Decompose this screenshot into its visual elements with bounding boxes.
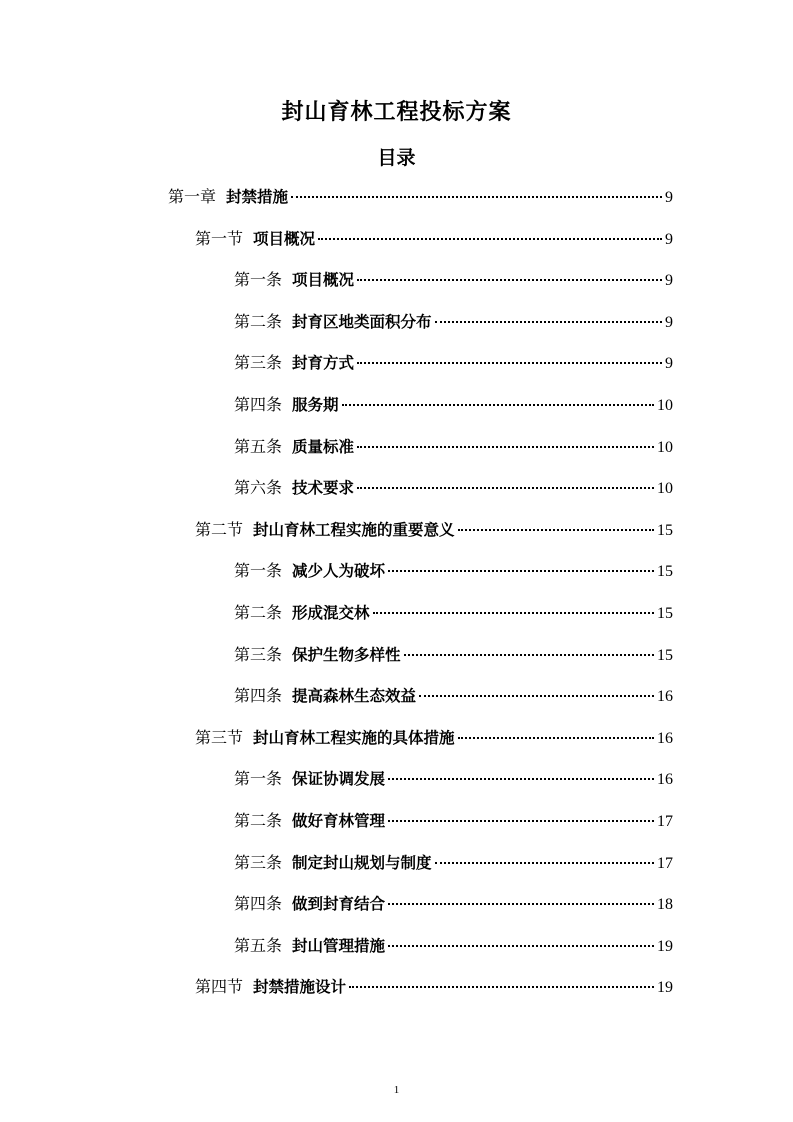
toc-entry-title: 提高森林生态效益: [292, 687, 417, 706]
toc-entry-article[interactable]: [0, 265, 793, 307]
toc-entry-title: 保证协调发展: [292, 770, 386, 789]
toc-entry-page: 9: [665, 230, 673, 248]
toc-entry-article[interactable]: [0, 598, 793, 640]
toc-dot-leader: [357, 279, 662, 281]
toc-entry-number: 第一节: [195, 228, 244, 248]
toc-entry-article[interactable]: [0, 473, 793, 515]
toc-entry-page: 19: [657, 937, 673, 955]
toc-entry-number: 第二节: [195, 519, 244, 539]
toc-entry-number: 第三条: [234, 852, 283, 872]
toc-entry-section[interactable]: [0, 723, 793, 765]
toc-entry-number: 第五条: [234, 935, 283, 955]
toc-entry-article[interactable]: [0, 681, 793, 723]
toc-entry-article[interactable]: [0, 889, 793, 931]
toc-entry-title: 形成混交林: [292, 603, 370, 622]
toc-entry-number: 第五条: [234, 436, 283, 456]
toc-dot-leader: [388, 570, 654, 572]
toc-entry-page: 16: [657, 688, 673, 706]
toc-entry-number: 第四节: [195, 977, 244, 997]
toc-entry-number: 第一条: [234, 561, 283, 581]
toc-dot-leader: [291, 196, 662, 198]
toc-entry-page: 9: [665, 189, 673, 206]
toc-entry-page: 9: [665, 272, 673, 290]
toc-entry-article[interactable]: [0, 556, 793, 598]
toc-entry-page: 19: [657, 979, 673, 997]
toc-entry-title: 项目概况: [292, 271, 355, 290]
toc-entry-title: 封育区地类面积分布: [292, 312, 432, 331]
toc-dot-leader: [458, 529, 654, 531]
toc-entry-title: 服务期: [292, 395, 339, 414]
toc-dot-leader: [458, 737, 654, 739]
toc-entry-number: 第二条: [234, 810, 283, 830]
toc-entry-number: 第一条: [234, 270, 283, 290]
toc-entry-title: 封育方式: [292, 354, 355, 373]
toc-dot-leader: [373, 612, 654, 614]
toc-entry-title: 项目概况: [253, 229, 316, 248]
toc-entry-title: 封禁措施设计: [253, 978, 347, 997]
toc-entry-title: 封山育林工程实施的重要意义: [253, 520, 455, 539]
toc-dot-leader: [419, 695, 654, 697]
toc-entry-number: 第二条: [234, 602, 283, 622]
toc-entry-page: 10: [657, 480, 673, 498]
toc-entry-title: 封山管理措施: [292, 936, 386, 955]
toc-dot-leader: [388, 945, 654, 947]
toc-heading: 目录: [377, 147, 416, 169]
page-number: 1: [393, 1084, 400, 1096]
toc-dot-leader: [349, 986, 654, 988]
table-of-contents: [0, 182, 793, 1014]
toc-dot-leader: [318, 238, 662, 240]
toc-entry-number: 第三条: [234, 353, 283, 373]
toc-entry-title: 质量标准: [292, 437, 355, 456]
toc-entry-page: 10: [657, 396, 673, 414]
toc-entry-article[interactable]: [0, 806, 793, 848]
toc-dot-leader: [357, 487, 654, 489]
toc-entry-article[interactable]: [0, 390, 793, 432]
toc-entry-number: 第四条: [234, 394, 283, 414]
toc-dot-leader: [357, 446, 654, 448]
document-title: 封山育林工程投标方案: [281, 100, 512, 125]
toc-dot-leader: [342, 404, 654, 406]
toc-entry-article[interactable]: [0, 307, 793, 349]
toc-entry-page: 17: [657, 854, 673, 872]
toc-entry-section[interactable]: [0, 972, 793, 1014]
toc-dot-leader: [388, 903, 654, 905]
toc-entry-article[interactable]: [0, 931, 793, 973]
toc-entry-title: 技术要求: [292, 479, 355, 498]
toc-entry-page: 15: [657, 521, 673, 539]
toc-entry-number: 第二条: [234, 311, 283, 331]
toc-entry-title: 封禁措施: [226, 188, 289, 206]
toc-entry-number: 第四条: [234, 686, 283, 706]
toc-entry-title: 减少人为破坏: [292, 562, 386, 581]
toc-entry-page: 15: [657, 563, 673, 581]
toc-entry-page: 16: [657, 729, 673, 747]
toc-entry-section[interactable]: [0, 224, 793, 266]
toc-entry-number: 第三节: [195, 727, 244, 747]
toc-entry-page: 10: [657, 438, 673, 456]
toc-entry-article[interactable]: [0, 848, 793, 890]
toc-entry-page: 9: [665, 313, 673, 331]
toc-dot-leader: [388, 820, 654, 822]
toc-entry-page: 16: [657, 771, 673, 789]
toc-entry-title: 封山育林工程实施的具体措施: [253, 728, 455, 747]
toc-entry-title: 做到封育结合: [292, 895, 386, 914]
toc-entry-page: 15: [657, 646, 673, 664]
toc-entry-page: 15: [657, 604, 673, 622]
toc-entry-page: 9: [665, 355, 673, 373]
toc-entry-number: 第三条: [234, 644, 283, 664]
toc-entry-number: 第一条: [234, 769, 283, 789]
toc-entry-chapter[interactable]: [0, 182, 793, 224]
toc-entry-number: 第四条: [234, 894, 283, 914]
toc-entry-article[interactable]: [0, 764, 793, 806]
toc-entry-section[interactable]: [0, 515, 793, 557]
toc-dot-leader: [357, 362, 662, 364]
toc-entry-article[interactable]: [0, 348, 793, 390]
toc-dot-leader: [435, 321, 662, 323]
toc-entry-title: 保护生物多样性: [292, 645, 401, 664]
toc-entry-number: 第六条: [234, 478, 283, 498]
toc-entry-title: 做好育林管理: [292, 811, 386, 830]
toc-entry-page: 17: [657, 812, 673, 830]
toc-entry-page: 18: [657, 896, 673, 914]
toc-dot-leader: [388, 778, 654, 780]
toc-entry-title: 制定封山规划与制度: [292, 853, 432, 872]
toc-entry-article[interactable]: [0, 640, 793, 682]
toc-dot-leader: [404, 654, 654, 656]
toc-entry-number: 第一章: [168, 187, 217, 206]
toc-entry-article[interactable]: [0, 432, 793, 474]
toc-dot-leader: [435, 862, 654, 864]
